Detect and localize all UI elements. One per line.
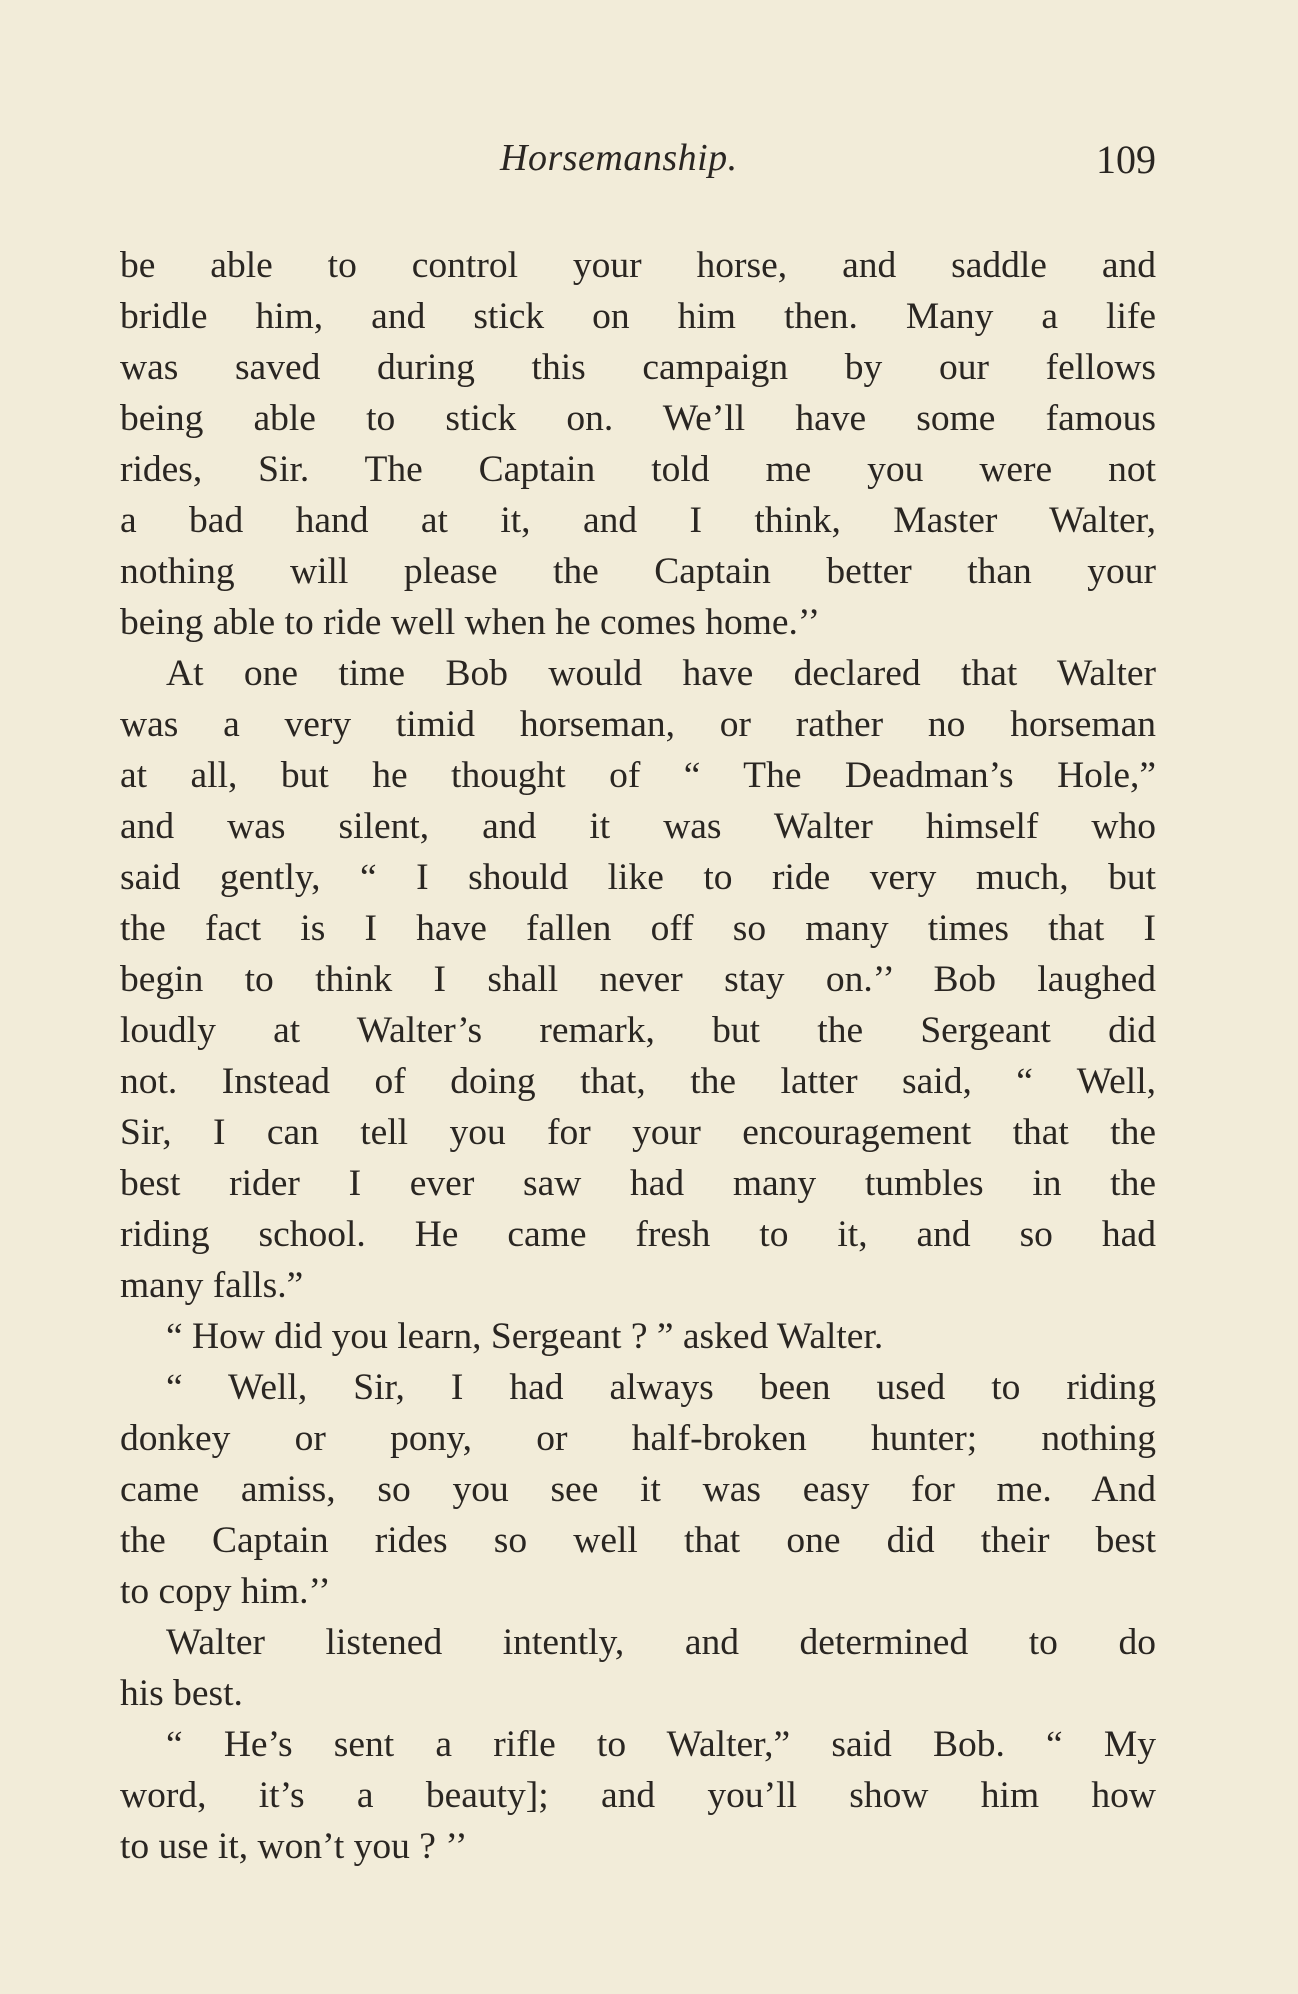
text-line: nothing will please the Captain better than your	[120, 551, 1156, 592]
page-header	[120, 136, 1156, 200]
text-line: was a very timid horseman, or rather no horseman	[120, 704, 1156, 745]
text-line: At one time Bob would have declared that Walter	[166, 653, 1156, 694]
text-line: being able to ride well when he comes home.’’	[120, 602, 821, 643]
text-line: word, it’s a beauty]; and you’ll show him how	[120, 1775, 1156, 1816]
text-line: being able to stick on. We’ll have some famous	[120, 398, 1156, 439]
text-line: donkey or pony, or half-broken hunter; nothing	[120, 1418, 1156, 1459]
text-line: many falls.”	[120, 1265, 304, 1306]
text-line: was saved during this campaign by our fellows	[120, 347, 1156, 388]
page-number: 109	[1096, 137, 1156, 182]
text-line: a bad hand at it, and I think, Master Walter,	[120, 500, 1156, 541]
text-line: “ He’s sent a rifle to Walter,” said Bob. “ My	[166, 1724, 1156, 1765]
text-line: the Captain rides so well that one did their best	[120, 1520, 1156, 1561]
text-line: at all, but he thought of “ The Deadman’s Hole,”	[120, 755, 1156, 796]
text-line: loudly at Walter’s remark, but the Sergeant did	[120, 1010, 1156, 1051]
running-title: Horsemanship.	[500, 137, 738, 179]
text-line: “ Well, Sir, I had always been used to riding	[166, 1367, 1156, 1408]
text-line: and was silent, and it was Walter himself who	[120, 806, 1156, 847]
text-line: Sir, I can tell you for your encouragement that the	[120, 1112, 1156, 1153]
text-line: be able to control your horse, and saddle and	[120, 245, 1156, 286]
text-line: riding school. He came fresh to it, and so had	[120, 1214, 1156, 1255]
text-line: Walter listened intently, and determined to do	[166, 1622, 1156, 1663]
text-line: “ How did you learn, Sergeant ? ” asked Walter.	[166, 1316, 884, 1357]
text-line: came amiss, so you see it was easy for me. And	[120, 1469, 1156, 1510]
text-line: his best.	[120, 1673, 243, 1714]
text-line: bridle him, and stick on him then. Many a life	[120, 296, 1156, 337]
text-line: to copy him.’’	[120, 1571, 331, 1612]
text-line: not. Instead of doing that, the latter said, “ Well,	[120, 1061, 1156, 1102]
text-line: best rider I ever saw had many tumbles in the	[120, 1163, 1156, 1204]
text-line: rides, Sir. The Captain told me you were not	[120, 449, 1156, 490]
text-line: begin to think I shall never stay on.’’ Bob laughed	[120, 959, 1156, 1000]
text-line: the fact is I have fallen off so many times that I	[120, 908, 1156, 949]
body-text	[120, 240, 1156, 1872]
text-line: to use it, won’t you ? ’’	[120, 1826, 468, 1867]
text-line: said gently, “ I should like to ride very much, but	[120, 857, 1156, 898]
